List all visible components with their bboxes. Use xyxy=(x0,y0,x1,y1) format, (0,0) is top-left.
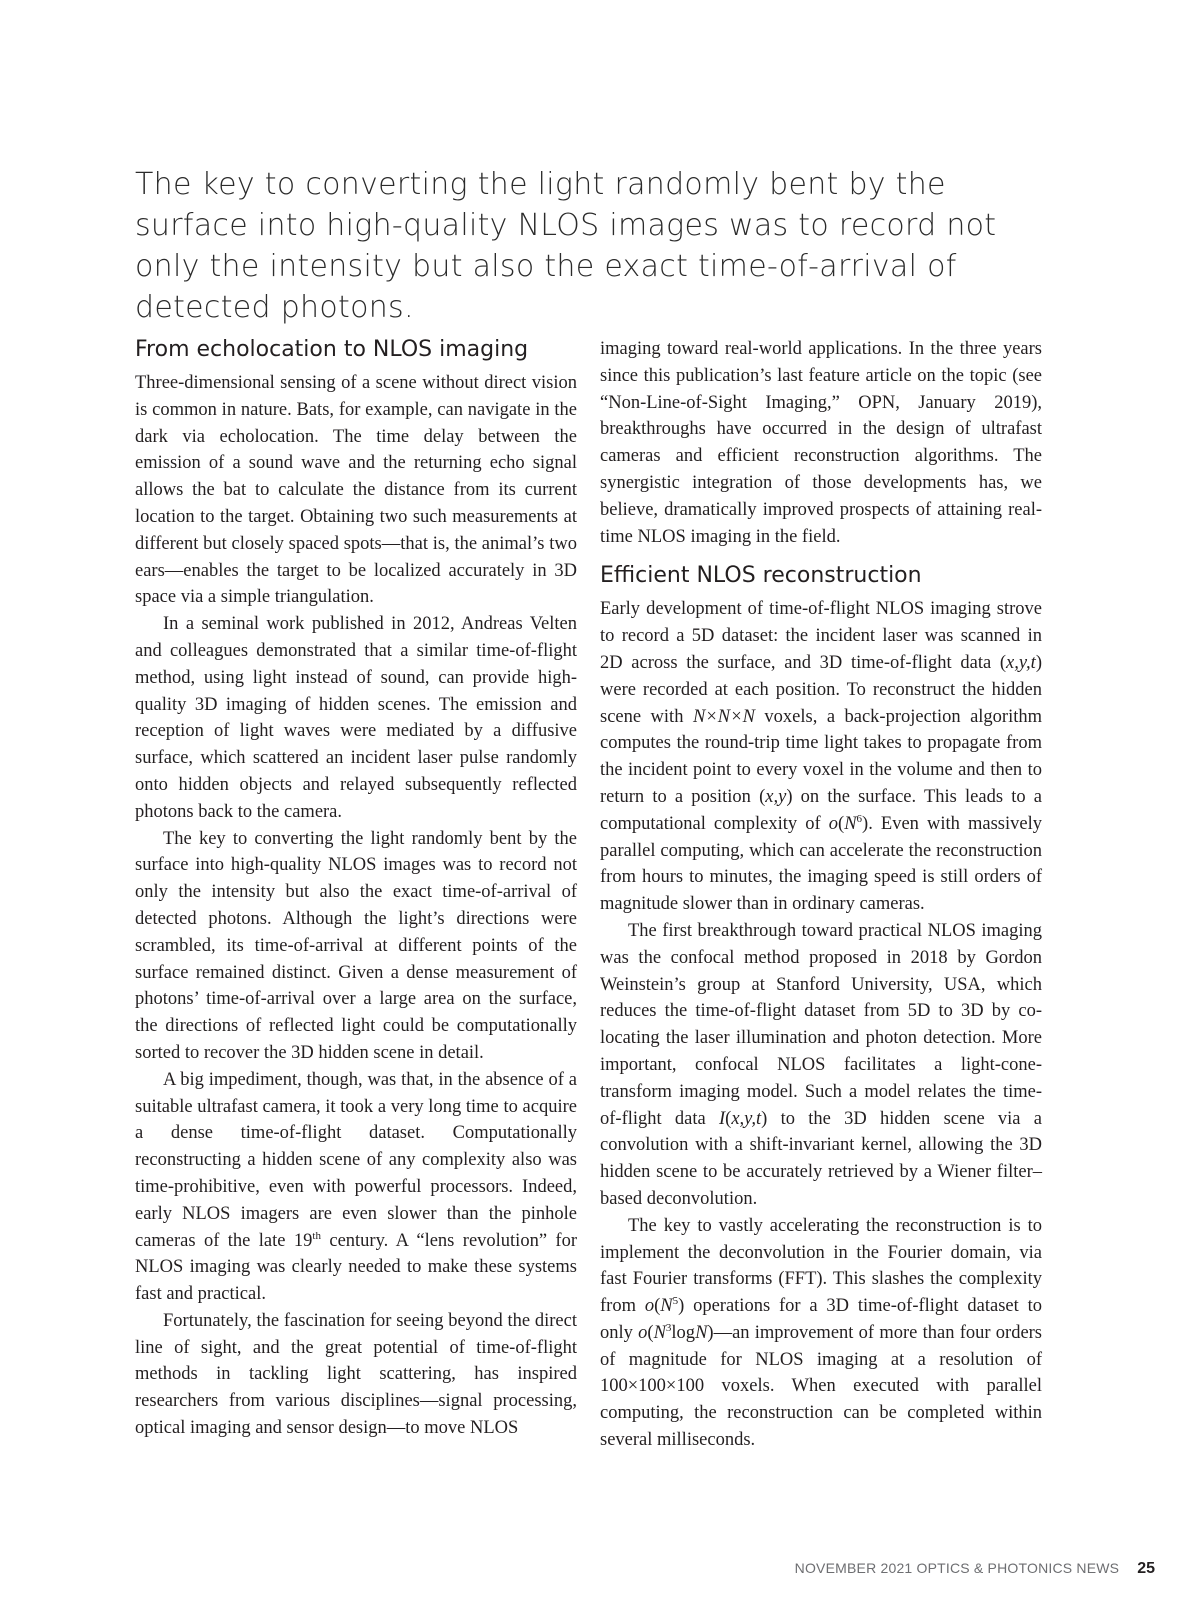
section-heading-echolocation: From echolocation to NLOS imaging xyxy=(135,337,529,362)
page-footer xyxy=(700,1560,1155,1578)
math-var: x,y xyxy=(765,786,787,807)
superscript: 6 xyxy=(856,812,863,825)
text-run: imaging toward real-world applications. In the three years since this publication’s last feature article on the topic (see “Non-Line-of-Sight Imaging,” OPN, January 2019), breakthroughs have occurred in the design of ultrafast cameras and efficient reconstruction algorithms. The synergistic integration of those developments has, we believe, dramatically improved prospects of attaining real-time NLOS imaging in the field. xyxy=(600,339,1042,547)
math-var: N×N×N xyxy=(692,706,755,727)
superscript: 3 xyxy=(665,1321,672,1334)
paragraph xyxy=(600,596,1042,918)
math-var: o xyxy=(638,1322,648,1343)
superscript: 5 xyxy=(672,1294,679,1307)
text-run: log xyxy=(671,1322,696,1343)
text-run: century. A “lens revolution” for NLOS imaging was clearly needed to make these systems fast and practical. xyxy=(135,1230,577,1305)
math-var: x,y,t xyxy=(731,1108,762,1129)
math-var: N xyxy=(695,1322,708,1343)
text-run: Fortunately, the fascination for seeing beyond the direct line of sight, and the great potential of time-of-flight methods in tackling light scattering, has inspired researchers from various disciplines—signal processing, optical imaging and sensor design—to move NLOS xyxy=(135,1310,577,1439)
text-run: ) were recorded at each position. To reconstruct the hidden scene with xyxy=(600,652,1042,727)
text-run: ) to the 3D hidden scene via a convolution with a shift-invariant kernel, allowing the 3D hidden scene to be accurately retrieved by a Wiener filter–based deconvolution. xyxy=(600,1108,1042,1209)
text-run: ) on the surface. This leads to a computational complexity of xyxy=(600,786,1042,834)
math-var: N xyxy=(653,1322,666,1343)
text-run: A big impediment, though, was that, in the absence of a suitable ultrafast camera, it took a very long time to acquire a dense time-of-flight dataset. Computationally reconstructing a hidden scene of any complexity also was time-prohibitive, even with powerful processors. Indeed, early NLOS imagers are even slower than the pinhole cameras of the late 19 xyxy=(135,1069,577,1251)
page-number: 25 xyxy=(1137,1560,1155,1577)
paragraph-split xyxy=(135,1308,577,1442)
paragraph: Three-dimensional sensing of a scene without direct vision is common in nature. Bats, for example, can navigate in the dark via echolocation. The time delay between the emission of a sound wave and the returning echo signal allows the bat to calculate the distance from its current location to the target. Obtaining two such measurements at different but closely spaced spots—that is, the animal’s two ears—enables the target to be localized accurately in 3D space via a simple triangulation. xyxy=(135,373,577,608)
text-run: ) operations for a 3D time-of-flight dataset to only xyxy=(600,1296,1043,1343)
paragraph: The key to converting the light randomly bent by the surface into high-quality NLOS images was to record not only the intensity but also the exact time-of-arrival of detected photons. Although the light’s directions were scrambled, its time-of-arrival at different points of the surface remained distinct. Given a dense measurement of photons’ time-of-arrival over a large area on the surface, the directions of reflected light could be computationally sorted to recover the 3D hidden scene in detail. xyxy=(135,828,577,1063)
text-run: ( xyxy=(725,1108,732,1129)
math-var: o xyxy=(828,813,839,834)
text-run: voxels, a back-projection algorithm computes the round-trip time light takes to propagate from the incident point to every voxel in the volume and then to return to a position ( xyxy=(600,706,1042,807)
text-run: ( xyxy=(647,1322,654,1343)
left-column xyxy=(135,336,577,1442)
paragraph xyxy=(600,1213,1042,1454)
paragraph: In a seminal work published in 2012, Andreas Velten and colleagues demonstrated that a similar time-of-flight method, using light instead of sound, can provide high-quality 3D imaging of hidden scenes. The emission and reception of light waves were mediated by a diffusive surface, which scattered an incident laser pulse randomly onto hidden objects and relayed subsequently reflected photons back to the camera. xyxy=(135,614,577,822)
journal-issue: NOVEMBER 2021 OPTICS & PHOTONICS NEWS xyxy=(794,1560,1120,1576)
paragraph xyxy=(600,918,1042,1213)
section-heading-reconstruction: Efficient NLOS reconstruction xyxy=(600,563,922,589)
paragraph xyxy=(135,1067,577,1308)
text-run: ). Even with massively parallel computing, which can accelerate the reconstruction from hours to minutes, the imaging speed is still orders of magnitude slower than in ordinary cameras. xyxy=(600,813,1042,915)
right-column xyxy=(600,336,1042,1454)
math-var: o xyxy=(644,1296,655,1317)
text-run: ( xyxy=(654,1296,661,1317)
math-var: I xyxy=(719,1108,726,1129)
text-run: The key to vastly accelerating the reconstruction is to implement the deconvolution in the Fourier domain, via fast Fourier transforms (FFT). This slashes the complexity from xyxy=(600,1215,1042,1317)
pull-quote: The key to converting the light randomly bent by the surface into high-quality NLOS images was to record not only the intensity but also the exact time-of-arrival of detected photons. xyxy=(135,167,997,325)
math-var: x,y,t xyxy=(1006,652,1036,673)
paragraph-continued xyxy=(600,336,1042,550)
math-var: N xyxy=(660,1296,673,1317)
math-var: N xyxy=(844,813,857,834)
text-run: ( xyxy=(838,813,845,834)
text-run: Early development of time-of-flight NLOS imaging strove to record a 5D dataset: the incident laser was scanned in 2D across the surface, and 3D time-of-flight data ( xyxy=(600,599,1042,673)
superscript: th xyxy=(312,1229,321,1242)
text-run: )—an improvement of more than four orders of magnitude for NLOS imaging at a resolution of 100×100×100 voxels. When executed with parallel computing, the reconstruction can be completed within several milliseconds. xyxy=(600,1322,1043,1451)
text-run: The first breakthrough toward practical NLOS imaging was the confocal method proposed in 2018 by Gordon Weinstein’s group at Stanford University, USA, which reduces the time-of-flight dataset from 5D to 3D by co-locating the laser illumination and photon detection. More important, confocal NLOS facilitates a light-cone-transform imaging model. Such a model relates the time-of-flight data xyxy=(600,920,1042,1129)
